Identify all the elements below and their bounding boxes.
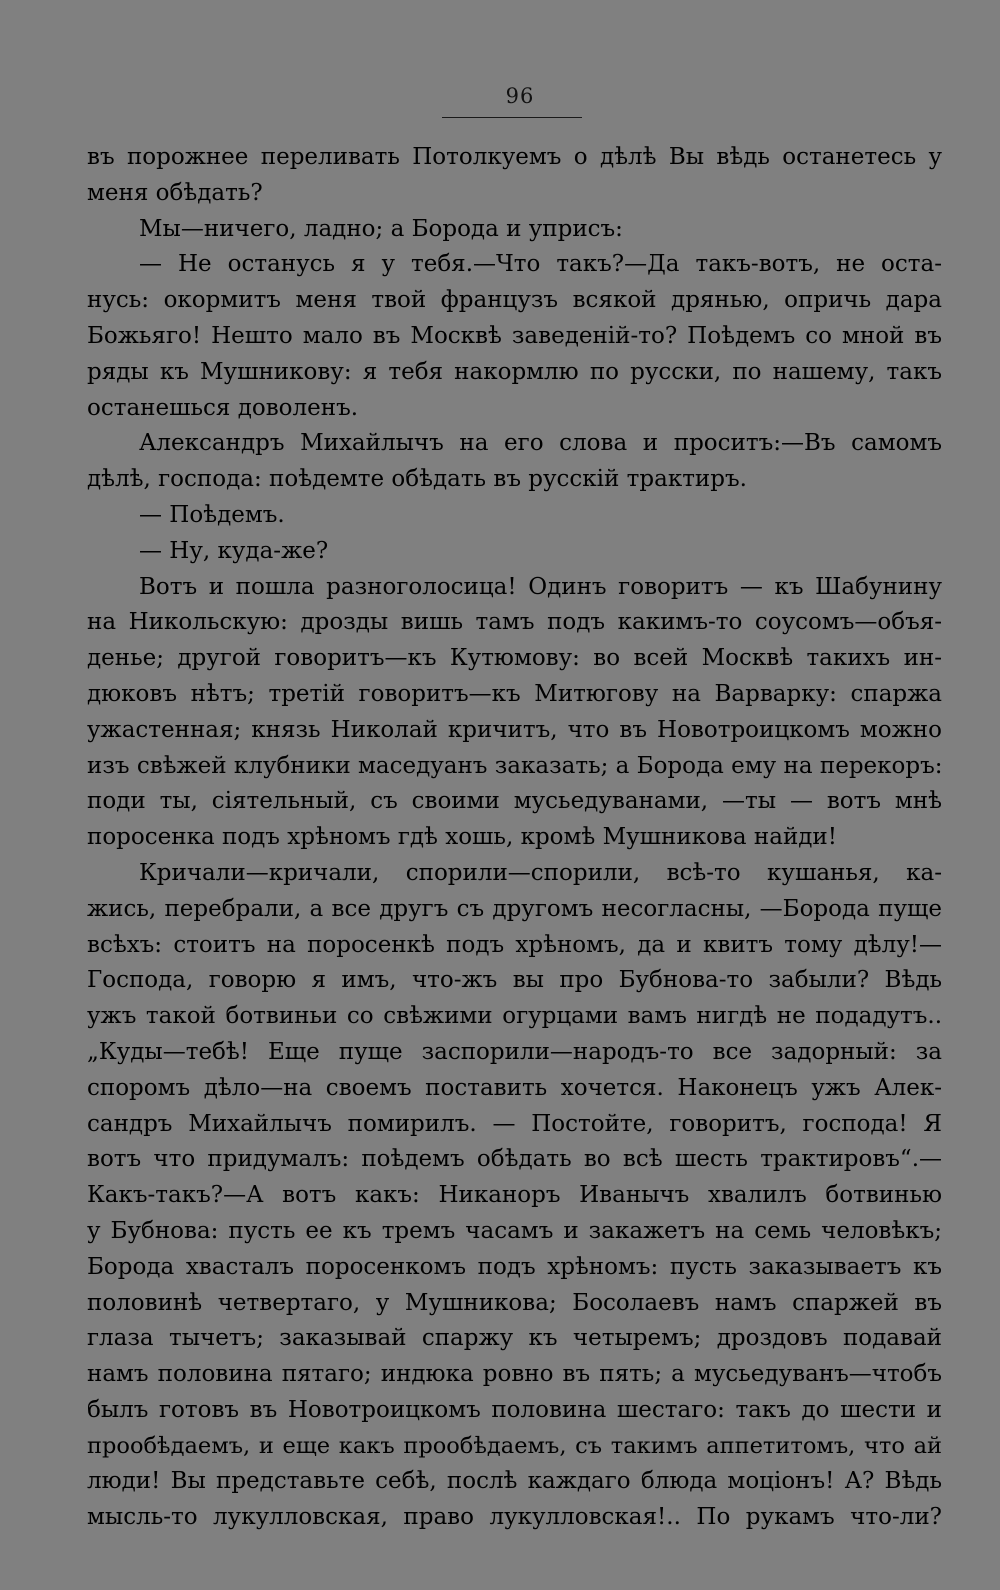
text-line: половинѣ четвертаго, у Мушникова; Босолаевъ намъ спаржей въ <box>87 1289 942 1316</box>
text-line: „Куды—тебѣ! Еще пуще заспорили—народъ-то все задорный: за <box>87 1038 942 1065</box>
text-line: жись, перебрали, а все другъ съ другомъ несогласны, —Борода пуще <box>87 895 942 922</box>
text-line: ряды къ Мушникову: я тебя накормлю по русски, по нашему, такъ <box>87 358 942 385</box>
text-line: Александръ Михайлычъ на его слова и проситъ:—Въ самомъ <box>139 430 942 457</box>
text-line: денье; другой говоритъ—къ Кутюмову: во всей Москвѣ такихъ ин- <box>87 645 942 672</box>
text-line: сандръ Михайлычъ помирилъ. — Постойте, говоритъ, господа! Я <box>87 1110 942 1137</box>
text-line: поросенка подъ хрѣномъ гдѣ хошь, кромѣ Мушникова найди! <box>87 824 838 851</box>
text-line: Кричали—кричали, спорили—спорили, всѣ-то кушанья, ка- <box>139 859 942 886</box>
text-line: всѣхъ: стоитъ на поросенкѣ подъ хрѣномъ, да и квитъ тому дѣлу!— <box>87 931 942 958</box>
body-text <box>87 140 942 1536</box>
text-line: — Поѣдемъ. <box>139 501 285 528</box>
text-line: ужъ такой ботвиньи со свѣжими огурцами вамъ нигдѣ не подадутъ.. <box>87 1003 942 1030</box>
text-line: Мы—ничего, ладно; а Борода и уприсъ: <box>139 215 623 242</box>
text-line: — Ну, куда-же? <box>139 537 329 564</box>
text-line: Борода хвасталъ поросенкомъ подъ хрѣномъ: пусть заказываетъ къ <box>87 1253 942 1280</box>
text-line: поди ты, сіятельный, съ своими мусьедуванами, —ты — вотъ мнѣ <box>87 788 942 815</box>
text-line: ужастенная; князь Николай кричитъ, что въ Новотроицкомъ можно <box>87 716 942 743</box>
text-line: Господа, говорю я имъ, что-жъ вы про Бубнова-то забыли? Вѣдь <box>87 967 942 994</box>
text-line: — Не останусь я у тебя.—Что такъ?—Да такъ-вотъ, не оста- <box>139 251 942 278</box>
text-line: Какъ-такъ?—А вотъ какъ: Никаноръ Иванычъ хвалилъ ботвинью <box>87 1182 942 1209</box>
text-line: Вотъ и пошла разноголосица! Одинъ говоритъ — къ Шабунину <box>139 573 942 600</box>
text-line: нусь: окормитъ меня твой французъ всякой дрянью, опричь дара <box>87 287 942 314</box>
text-line: на Никольскую: дрозды вишь тамъ подъ какимъ-то соусомъ—объя- <box>87 609 942 636</box>
text-line: въ порожнее переливать Потолкуемъ о дѣлѣ Вы вѣдь останетесь у <box>87 144 942 170</box>
text-line: прообѣдаемъ, и еще какъ прообѣдаемъ, съ такимъ аппетитомъ, что ай <box>87 1432 942 1459</box>
text-line: люди! Вы представьте себѣ, послѣ каждаго блюда моціонъ! А? Вѣдь <box>87 1468 942 1495</box>
text-line: у Бубнова: пусть ее къ тремъ часамъ и закажетъ на семь человѣкъ; <box>87 1217 942 1244</box>
text-line: былъ готовъ въ Новотроицкомъ половина шестаго: такъ до шести и <box>87 1396 942 1423</box>
header-rule <box>442 117 582 118</box>
text-line: дѣлѣ, господа: поѣдемте обѣдать въ русскій трактиръ. <box>87 466 747 493</box>
page-number: 96 <box>505 84 535 108</box>
text-line: меня обѣдать? <box>87 179 263 206</box>
text-line: изъ свѣжей клубники маседуанъ заказать; а Борода ему на перекоръ: <box>87 752 943 779</box>
text-line: Божьяго! Нешто мало въ Москвѣ заведеній-то? Поѣдемъ со мной въ <box>87 322 942 349</box>
text-line: дюковъ нѣтъ; третій говоритъ—къ Митюгову на Варварку: спаржа <box>87 680 942 707</box>
text-line: глаза тычетъ; заказывай спаржу къ четыремъ; дроздовъ подавай <box>87 1325 942 1352</box>
text-line: вотъ что придумалъ: поѣдемъ обѣдать во всѣ шесть трактировъ“.— <box>87 1146 942 1173</box>
text-line: споромъ дѣло—на своемъ поставить хочется. Наконецъ ужъ Алек- <box>87 1074 942 1101</box>
text-line: намъ половина пятаго; индюка ровно въ пять; а мусьедуванъ—чтобъ <box>87 1361 942 1388</box>
text-line: мысль-то лукулловская, право лукулловская!.. По рукамъ что-ли? <box>87 1504 942 1531</box>
text-line: останешься доволенъ. <box>87 394 359 421</box>
